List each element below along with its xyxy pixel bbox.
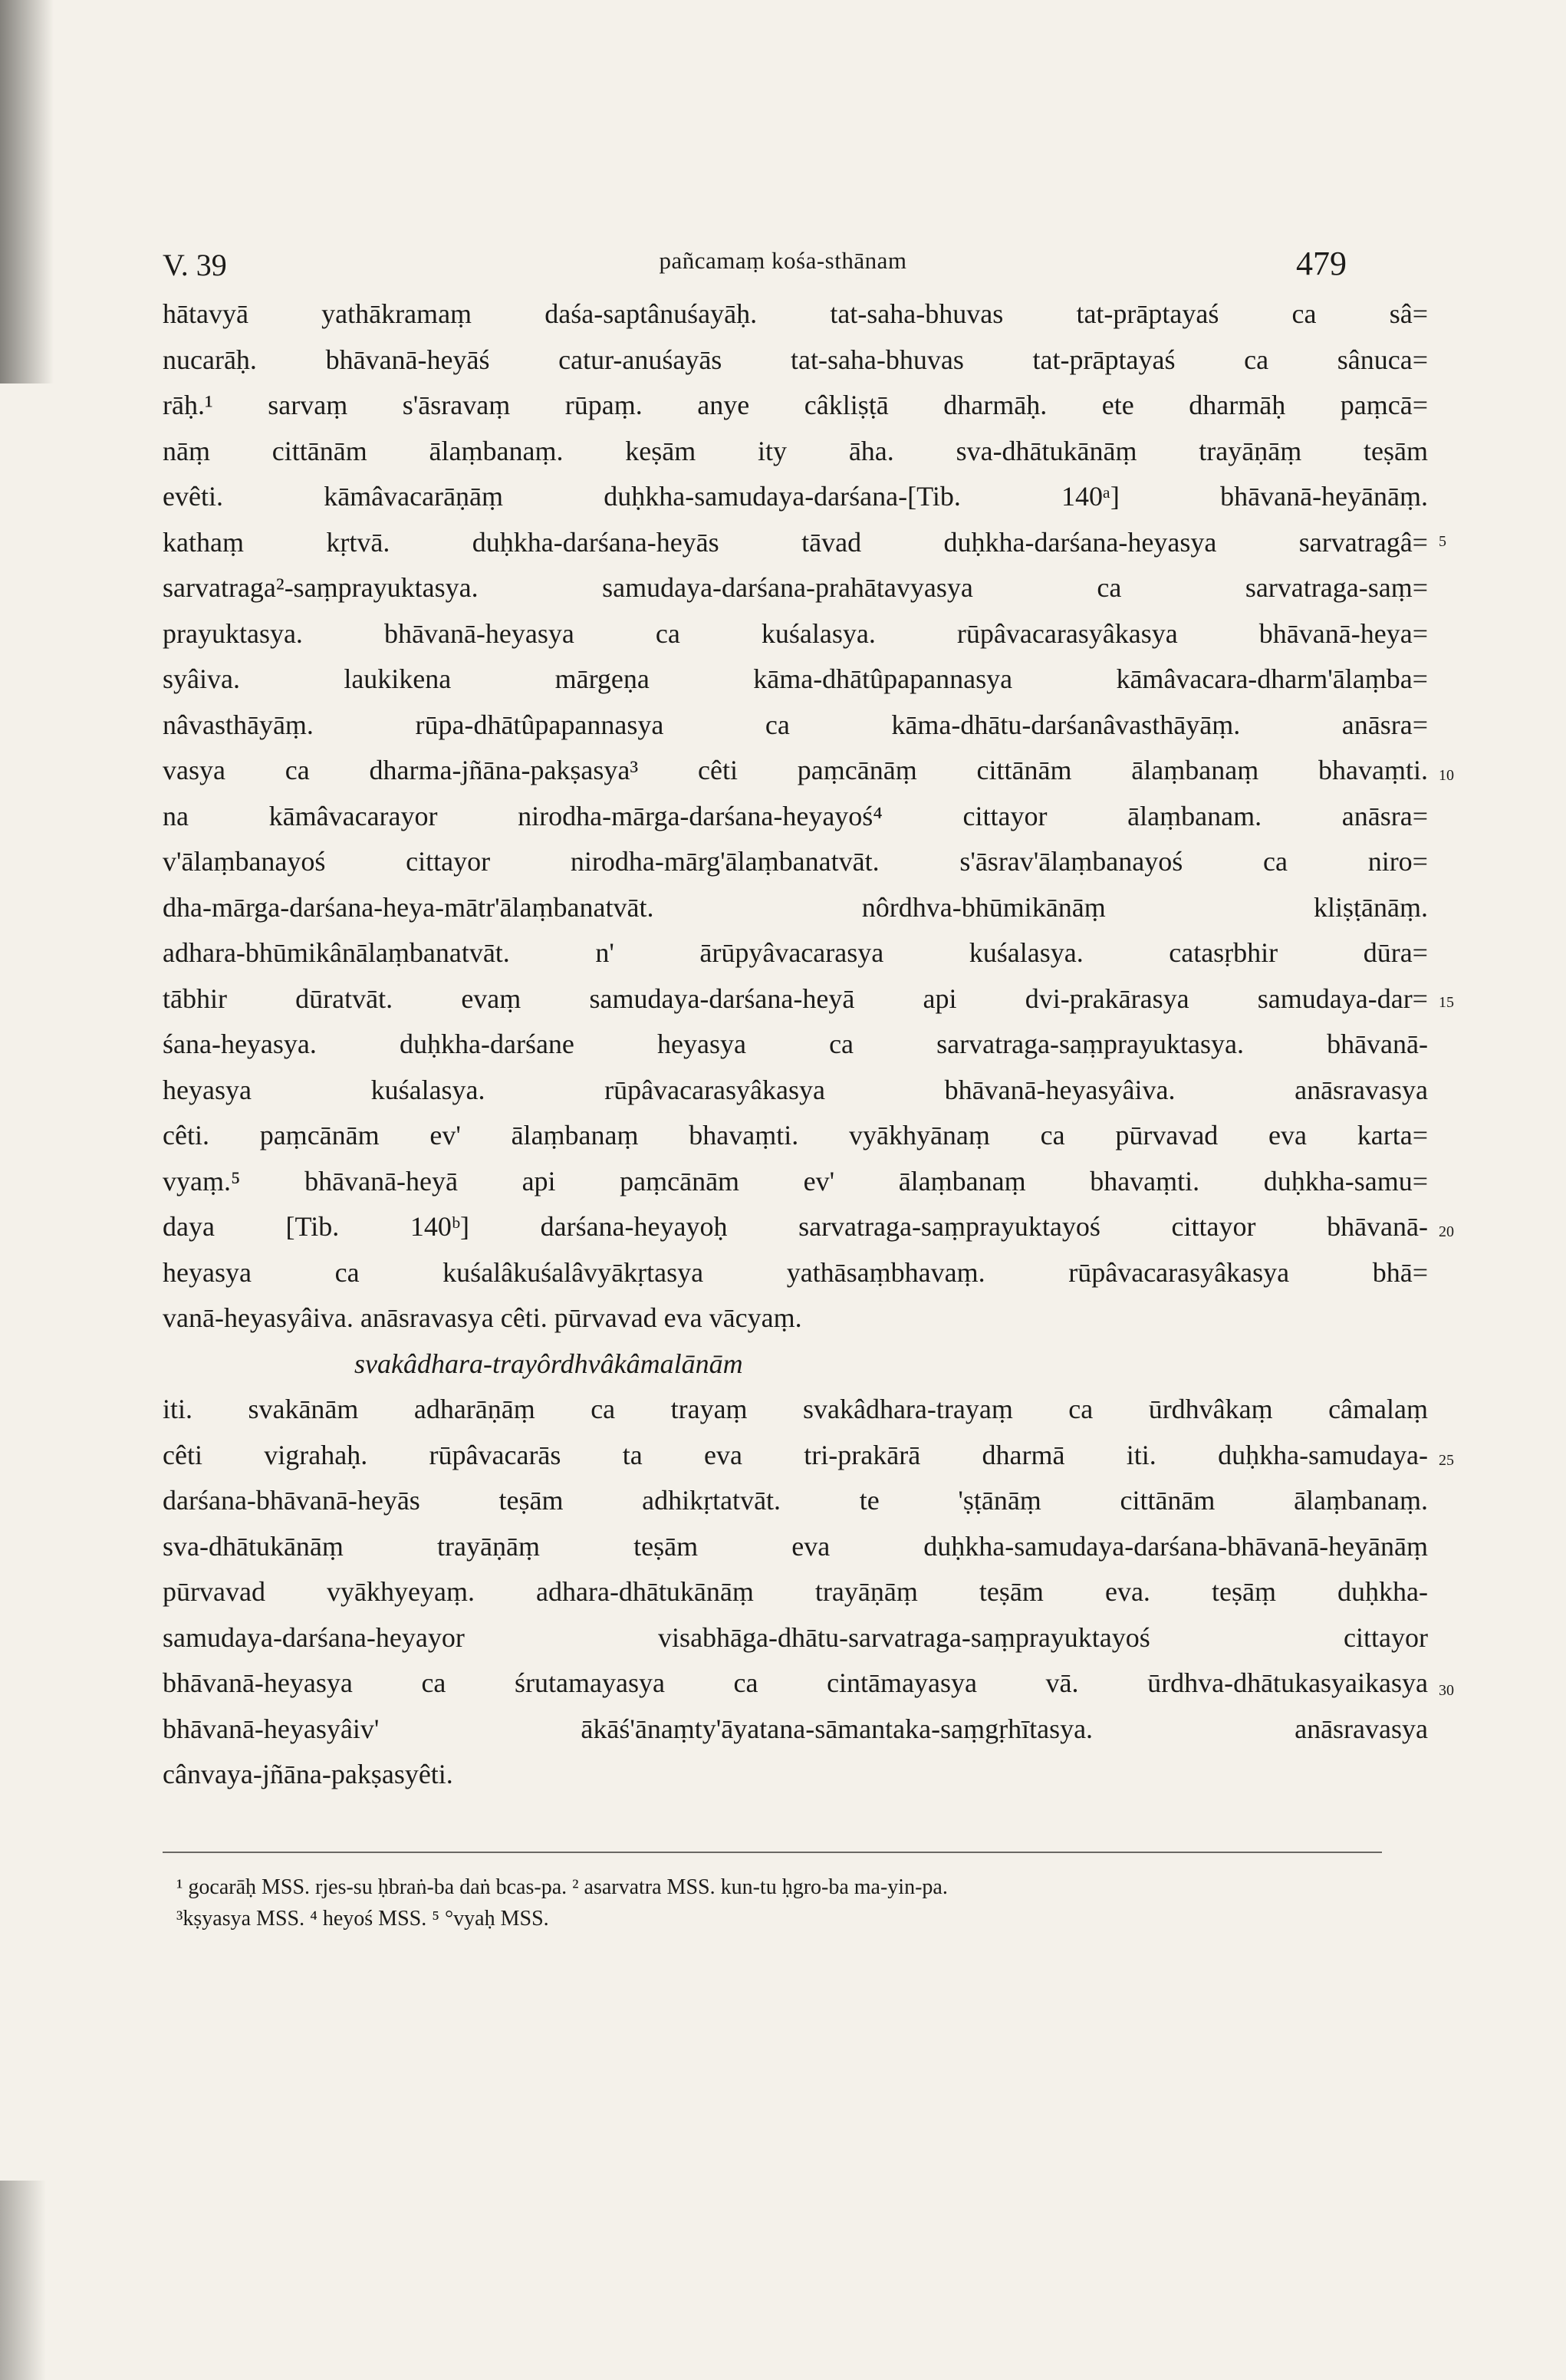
line-number: 30 (1439, 1682, 1454, 1699)
text-line: heyasya kuśalasya. rūpâvacarasyâkasya bhāvanā-heyasyâiva. anāsravasya (163, 1074, 1428, 1105)
text-line: śana-heyasya. duḥkha-darśane heyasya ca sarvatraga-saṃprayuktasya. bhāvanā- (163, 1029, 1428, 1059)
line-number: 20 (1439, 1223, 1454, 1240)
footnote-line: ¹ gocarāḥ MSS. rjes-su ḥbraṅ-ba daṅ bcas-pa. ² asarvatra MSS. kun-tu ḥgro-ba ma-yin-pa. (176, 1875, 948, 1899)
scan-edge-shadow-bottom (0, 2181, 46, 2380)
text-line: sva-dhātukānāṃ trayāṇāṃ teṣām eva duḥkha-samudaya-darśana-bhāvanā-heyānāṃ (163, 1530, 1428, 1562)
text-line: nāṃ cittānām ālaṃbanaṃ. keṣām ity āha. sva-dhātukānāṃ trayāṇāṃ teṣām (163, 435, 1428, 466)
text-line: dha-mārga-darśana-heya-mātr'ālaṃbanatvāt. nôrdhva-bhūmikānāṃ kliṣṭānāṃ. (163, 891, 1428, 923)
text-line: vyaṃ.⁵ bhāvanā-heyā api paṃcānām ev' ālaṃbanaṃ bhavaṃti. duḥkha-samu= (163, 1165, 1428, 1197)
text-line: kathaṃ kṛtvā. duḥkha-darśana-heyās tāvad duḥkha-darśana-heyasya sarvatragâ= (163, 526, 1428, 558)
line-number: 10 (1439, 767, 1454, 784)
page-number: 479 (1296, 245, 1347, 282)
text-line: nâvasthāyāṃ. rūpa-dhātûpapannasya ca kāma-dhātu-darśanâvasthāyāṃ. anāsra= (163, 709, 1428, 740)
footnote-rule (163, 1852, 1382, 1853)
text-line: vasya ca dharma-jñāna-pakṣasya³ cêti paṃcānāṃ cittānām ālaṃbanaṃ bhavaṃti. (163, 755, 1428, 785)
text-line: pūrvavad vyākhyeyaṃ. adhara-dhātukānāṃ trayāṇāṃ teṣām eva. teṣāṃ duḥkha- (163, 1576, 1428, 1607)
text-line: sarvatraga²-saṃprayuktasya. samudaya-darśana-prahātavyasya ca sarvatraga-saṃ= (163, 572, 1428, 603)
text-line: rāḥ.¹ sarvaṃ s'āsravaṃ rūpaṃ. anye câkliṣṭā dharmāḥ. ete dharmāḥ paṃcā= (163, 390, 1428, 420)
text-line: bhāvanā-heyasyâiv' ākāś'ānaṃty'āyatana-sāmantaka-saṃgṛhītasya. anāsravasya (163, 1713, 1428, 1744)
text-line: daya [Tib. 140ᵇ] darśana-heyayoḥ sarvatraga-saṃprayuktayoś cittayor bhāvanā- (163, 1211, 1428, 1242)
verse-line: svakâdhara-trayôrdhvâkâmalānām (354, 1348, 743, 1379)
running-title: pañcamaṃ kośa-sthānam (659, 247, 907, 274)
text-line: syâiva. laukikena mārgeṇa kāma-dhātûpapannasya kāmâvacara-dharm'ālaṃba= (163, 663, 1428, 694)
text-line: adhara-bhūmikânālaṃbanatvāt. n' ārūpyâvacarasya kuśalasya. catasṛbhir dūra= (163, 937, 1428, 968)
text-line: darśana-bhāvanā-heyās teṣām adhikṛtatvāt. te 'ṣṭānāṃ cittānām ālaṃbanaṃ. (163, 1485, 1428, 1516)
text-line: hātavyā yathākramaṃ daśa-saptânuśayāḥ. tat-saha-bhuvas tat-prāptayaś ca sâ= (163, 298, 1428, 329)
text-line: heyasya ca kuśalâkuśalâvyākṛtasya yathāsaṃbhavaṃ. rūpâvacarasyâkasya bhā= (163, 1256, 1428, 1288)
text-line: iti. svakānām adharāṇāṃ ca trayaṃ svakâdhara-trayaṃ ca ūrdhvâkaṃ câmalaṃ (163, 1394, 1428, 1424)
text-line: samudaya-darśana-heyayor visabhāga-dhātu-sarvatraga-saṃprayuktayoś cittayor (163, 1621, 1428, 1653)
text-line: cânvaya-jñāna-pakṣasyêti. (163, 1759, 453, 1789)
text-line: v'ālaṃbanayoś cittayor nirodha-mārg'ālaṃbanatvāt. s'āsrav'ālaṃbanayoś ca niro= (163, 846, 1428, 877)
scan-edge-shadow (0, 0, 54, 383)
text-line: evêti. kāmâvacarāṇāṃ duḥkha-samudaya-darśana-[Tib. 140ᵃ] bhāvanā-heyānāṃ. (163, 481, 1428, 512)
line-number: 15 (1439, 994, 1454, 1011)
text-line: bhāvanā-heyasya ca śrutamayasya ca cintāmayasya vā. ūrdhva-dhātukasyaikasya (163, 1667, 1428, 1698)
line-number: 25 (1439, 1452, 1454, 1469)
text-line: na kāmâvacarayor nirodha-mārga-darśana-heyayoś⁴ cittayor ālaṃbanam. anāsra= (163, 800, 1428, 831)
text-line: cêti vigrahaḥ. rūpâvacarās ta eva tri-prakārā dharmā iti. duḥkha-samudaya- (163, 1439, 1428, 1470)
main-text (163, 291, 1428, 1798)
line-number: 5 (1439, 533, 1446, 550)
footnote-line: ³kṣyasya MSS. ⁴ heyoś MSS. ⁵ °vyaḥ MSS. (176, 1907, 549, 1931)
text-line: prayuktasya. bhāvanā-heyasya ca kuśalasya. rūpâvacarasyâkasya bhāvanā-heya= (163, 617, 1428, 649)
text-line: tābhir dūratvāt. evaṃ samudaya-darśana-heyā api dvi-prakārasya samudaya-dar= (163, 983, 1428, 1014)
text-line: cêti. paṃcānām ev' ālaṃbanaṃ bhavaṃti. vyākhyānaṃ ca pūrvavad eva karta= (163, 1120, 1428, 1150)
text-line: nucarāḥ. bhāvanā-heyāś catur-anuśayās tat-saha-bhuvas tat-prāptayaś ca sânuca= (163, 344, 1428, 375)
section-label: V. 39 (163, 248, 227, 282)
text-line: vanā-heyasyâiva. anāsravasya cêti. pūrvavad eva vācyaṃ. (163, 1302, 802, 1333)
